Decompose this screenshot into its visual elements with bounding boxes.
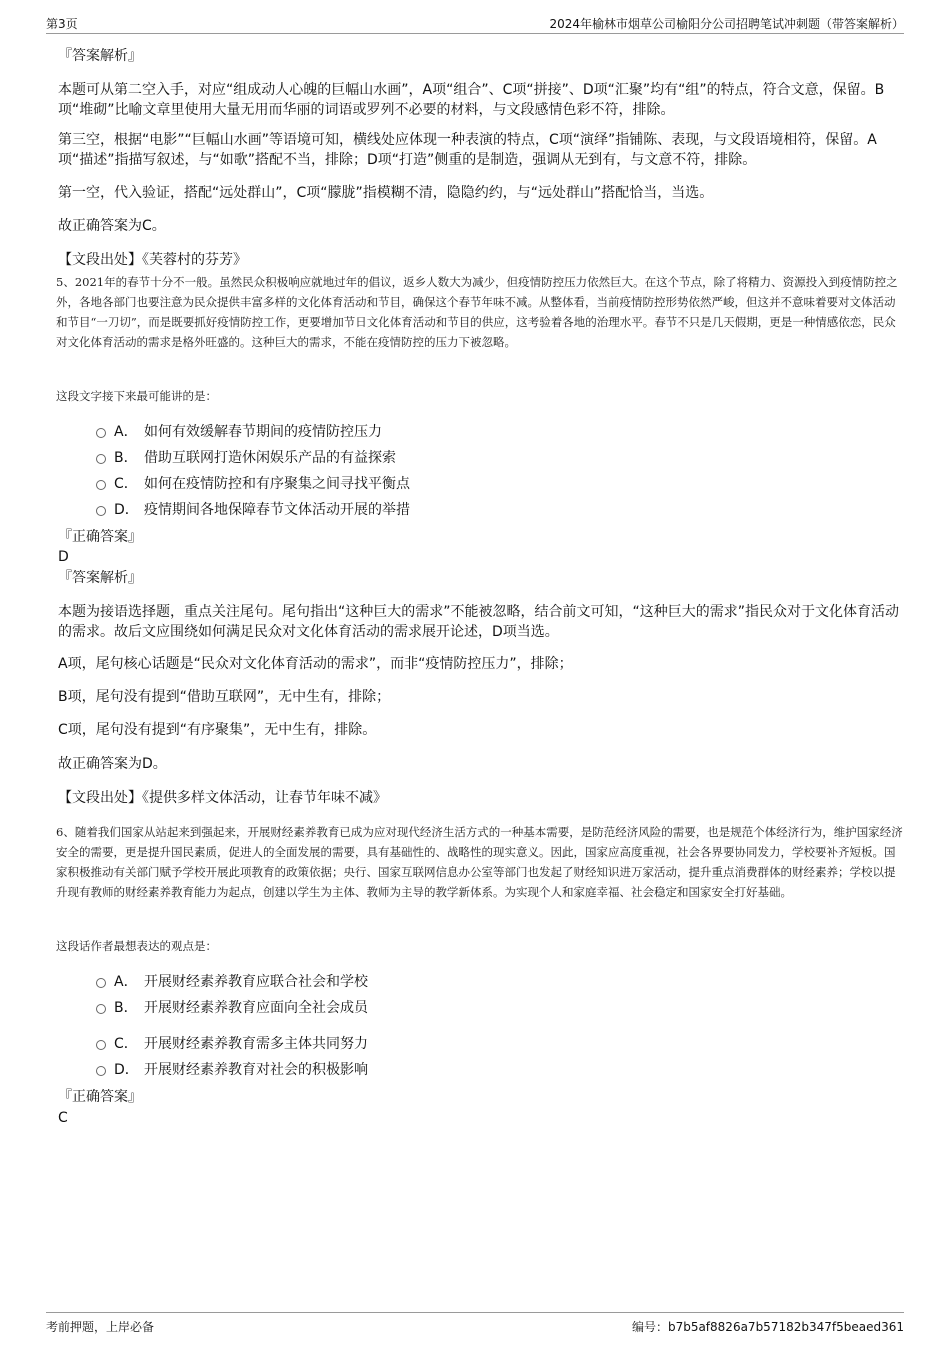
- q5-analysis-p1: 本题为接语选择题，重点关注尾句。尾句指出“这种巨大的需求”不能被忽略，结合前文可知，“这种巨大的需求”指民众对于文化体育活动的需求。故后文应围绕如何满足民众对文化体育活动的需求展开论述，D项当选。: [58, 604, 900, 640]
- footer-slogan: 考前押题，上岸必备: [46, 1320, 155, 1334]
- q6-option-c[interactable]: C． 开展财经素养教育需多主体共同努力: [96, 1034, 368, 1054]
- q4-analysis-label: 『答案解析』: [58, 48, 142, 64]
- q5-option-a[interactable]: A． 如何有效缓解春节期间的疫情防控压力: [96, 422, 382, 442]
- radio-icon[interactable]: [96, 454, 106, 464]
- q5-stem: 5、2021年的春节十分不一般。虽然民众积极响应就地过年的倡议，返乡人数大为减少，但疫情防控压力依然巨大。在这个节点，除了将精力、资源投入到疫情防控之外，各地各部门也要注意为民众提供丰富多样的文化体育活动和节目，确保这个春节年味不减。从整体看，当前疫情防控形势依然严峻，但这并不意味着要对文体活动和节目“一刀切”，而是既要抓好疫情防控工作，更要增加节日文化体育活动和节目的供应，这考验着各地的治理水平。春节不只是几天假期，更是一种情感依恋，民众对文化体育活动的需求是格外旺盛的。这种巨大的需求，不能在疫情防控的压力下被忽略。: [56, 275, 898, 349]
- q5-answer: D: [58, 549, 69, 565]
- page-number: 第3页: [46, 17, 78, 31]
- document-title: 2024年榆林市烟草公司榆阳分公司招聘笔试冲刺题（带答案解析）: [549, 17, 904, 31]
- q4-source: 【文段出处】《芙蓉村的芬芳》: [58, 252, 247, 268]
- q5-question: 这段文字接下来最可能讲的是：: [56, 389, 217, 403]
- q5-option-b[interactable]: B． 借助互联网打造休闲娱乐产品的有益探索: [96, 448, 396, 468]
- page-header: [46, 12, 904, 34]
- q5-analysis-label: 『答案解析』: [58, 570, 142, 586]
- q6-option-b[interactable]: B． 开展财经素养教育应面向全社会成员: [96, 998, 368, 1018]
- q4-analysis-p1: 本题可从第二空入手，对应“组成动人心魄的巨幅山水画”，A项“组合”、C项“拼接”、D项“汇聚”均有“组”的特点，符合文意，保留。B项“堆砌”比喻文章里使用大量无用而华丽的词语或罗列不必要的材料，与文段感情色彩不符，排除。: [58, 82, 885, 118]
- radio-icon[interactable]: [96, 428, 106, 438]
- page-footer: [46, 1312, 904, 1336]
- q5-analysis-p4: C项，尾句没有提到“有序聚集”，无中生有，排除。: [58, 722, 377, 738]
- q5-analysis-p2: A项，尾句核心话题是“民众对文化体育活动的需求”，而非“疫情防控压力”，排除；: [58, 656, 573, 672]
- radio-icon[interactable]: [96, 1066, 106, 1076]
- q5-analysis-p5: 故正确答案为D。: [58, 756, 167, 772]
- radio-icon[interactable]: [96, 506, 106, 516]
- radio-icon[interactable]: [96, 480, 106, 490]
- q6-answer-label: 『正确答案』: [58, 1089, 142, 1105]
- q6-stem: 6、随着我们国家从站起来到强起来，开展财经素养教育已成为应对现代经济生活方式的一种基本需要，是防范经济风险的需要，也是规范个体经济行为，维护国家经济安全的需要，更是提升国民素质，促进人的全面发展的需要，具有基础性的、战略性的现实意义。因此，国家应高度重视，社会各界要协同发力，学校要补齐短板。国家积极推动有关部门赋予学校开展此项教育的政策依据；央行、国家互联网信息办公室等部门也发起了财经知识进万家活动，提升重点消费群体的财经素养；学校以提升现有教师的财经素养教育能力为起点，创建以学生为主体、教师为主导的教学新体系。为实现个人和家庭幸福、社会稳定和国家安全打好基础。: [56, 825, 903, 899]
- radio-icon[interactable]: [96, 978, 106, 988]
- q5-answer-label: 『正确答案』: [58, 529, 142, 545]
- q5-source: 【文段出处】《提供多样文体活动，让春节年味不减》: [58, 790, 387, 806]
- radio-icon[interactable]: [96, 1004, 106, 1014]
- radio-icon[interactable]: [96, 1040, 106, 1050]
- q6-question: 这段话作者最想表达的观点是：: [56, 939, 217, 953]
- q4-analysis-p4: 故正确答案为C。: [58, 218, 166, 234]
- document-id: 编号：b7b5af8826a7b57182b347f5beaed361: [631, 1320, 904, 1334]
- q5-analysis-p3: B项，尾句没有提到“借助互联网”，无中生有，排除；: [58, 689, 391, 705]
- q4-analysis-p2: 第三空，根据“电影”“巨幅山水画”等语境可知，横线处应体现一种表演的特点，C项“演绎”指铺陈、表现，与文段语境相符，保留。A项“描述”指描写叙述，与“如歌”搭配不当，排除；D项“打造”侧重的是制造，强调从无到有，与文意不符，排除。: [58, 132, 877, 168]
- q5-option-c[interactable]: C． 如何在疫情防控和有序聚集之间寻找平衡点: [96, 474, 410, 494]
- q6-option-d[interactable]: D． 开展财经素养教育对社会的积极影响: [96, 1060, 368, 1080]
- q4-analysis-p3: 第一空，代入验证，搭配“远处群山”，C项“朦胧”指模糊不清，隐隐约约，与“远处群山”搭配恰当，当选。: [58, 185, 714, 201]
- q6-answer: C: [58, 1110, 68, 1126]
- q6-option-a[interactable]: A． 开展财经素养教育应联合社会和学校: [96, 972, 368, 992]
- q5-option-d[interactable]: D． 疫情期间各地保障春节文体活动开展的举措: [96, 500, 410, 520]
